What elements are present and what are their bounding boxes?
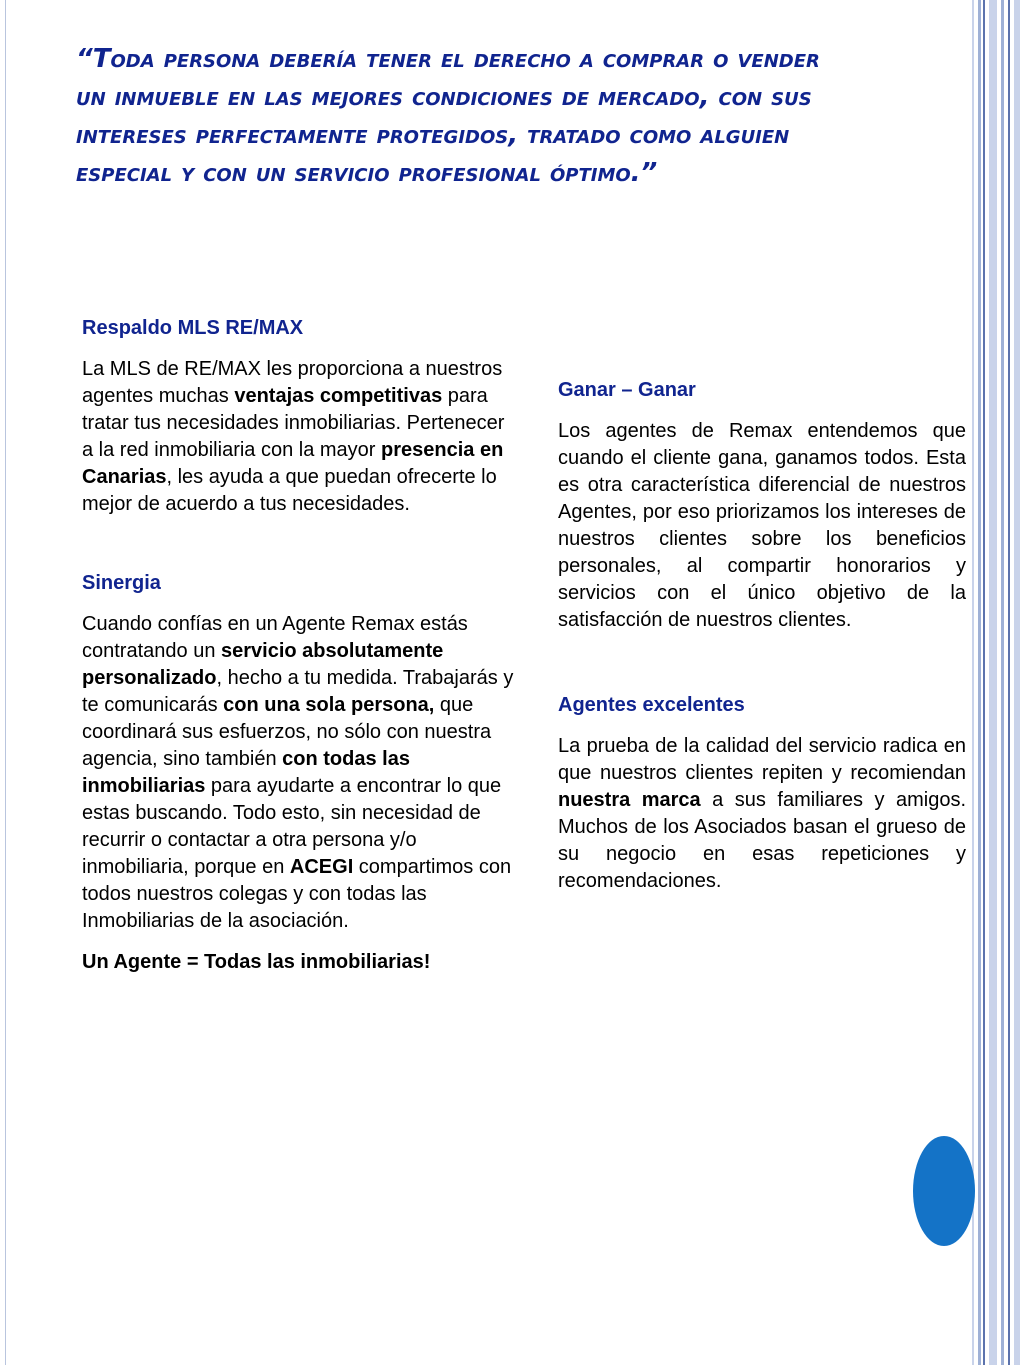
- text-run: Cuando confías en un Agente Remax estás contratando un: [82, 613, 468, 662]
- side-stripe: [972, 0, 974, 1365]
- heading-sinergia: Sinergia: [82, 572, 161, 594]
- side-stripe: [1014, 0, 1020, 1365]
- decorative-blue-oval: [913, 1136, 975, 1246]
- text-run: compartimos con todos nuestros colegas y con todas las Inmobiliarias de la asociación.: [82, 856, 512, 932]
- left-column: [82, 315, 514, 976]
- bold-run: nuestra marca: [558, 789, 701, 811]
- paragraph-sinergia: [82, 611, 514, 935]
- text-run: La MLS de RE/MAX les proporciona a nuestros agentes muchas: [82, 358, 503, 407]
- heading-agentes: Agentes excelentes: [558, 694, 745, 716]
- bold-run: ACEGI: [289, 856, 354, 878]
- side-stripe: [989, 0, 997, 1365]
- side-stripe: [983, 0, 985, 1365]
- left-border-line: [5, 0, 6, 1365]
- paragraph-ganar: Los agentes de Remax entendemos que cuando el cliente gana, ganamos todos. Esta es otra característica diferencial de nuestros Agentes, por eso priorizamos los intereses de nuestros clientes sobre los beneficios personales, al compartir honorarios y servicios con el único objetivo de la satisfacción de nuestros clientes.: [558, 420, 966, 631]
- paragraph-agentes: [558, 733, 966, 895]
- text-run: a sus familiares y amigos. Muchos de los Asociados basan el grueso de su negocio en esas repeticiones y recomendaciones.: [558, 789, 966, 892]
- text-run: , les ayuda a que puedan ofrecerte lo mejor de acuerdo a tus necesidades.: [82, 466, 497, 515]
- decorative-side-stripes: [972, 0, 1024, 1365]
- bold-run: presencia en Canarias: [82, 439, 504, 488]
- bold-run: servicio absolutamente personalizado: [82, 640, 444, 689]
- heading-ganar: Ganar – Ganar: [558, 379, 696, 401]
- tagline: Un Agente = Todas las inmobiliarias!: [82, 951, 431, 973]
- side-stripe: [1008, 0, 1010, 1365]
- text-run: que coordinará sus esfuerzos, no sólo con nuestra agencia, sino también: [82, 694, 492, 770]
- bold-run: con todas las inmobiliarias: [82, 748, 410, 797]
- text-run: La prueba de la calidad del servicio radica en que nuestros clientes repiten y recomiendan: [558, 735, 966, 784]
- paragraph-respaldo: [82, 356, 514, 518]
- side-stripe: [1001, 0, 1004, 1365]
- text-run: para ayudarte a encontrar lo que estas buscando. Todo esto, sin necesidad de recurrir o contactar a otra persona y/o inmobiliaria, porque en: [82, 775, 502, 878]
- text-run: , hecho a tu medida. Trabajarás y te comunicarás: [82, 667, 514, 716]
- heading-respaldo: Respaldo MLS RE/MAX: [82, 317, 304, 339]
- mission-quote: “Toda persona debería tener el derecho a comprar o vender un inmueble en las mejores condiciones de mercado, con sus intereses perfectamente protegidos, tratado como alguien especial y con un servicio profesional óptimo.”: [76, 44, 820, 188]
- bold-run: con una sola persona,: [223, 694, 435, 716]
- side-stripe: [978, 0, 981, 1365]
- right-column: [558, 377, 966, 895]
- bold-run: ventajas competitivas: [234, 385, 443, 407]
- text-run: para tratar tus necesidades inmobiliarias. Pertenecer a la red inmobiliaria con la mayor: [82, 385, 505, 461]
